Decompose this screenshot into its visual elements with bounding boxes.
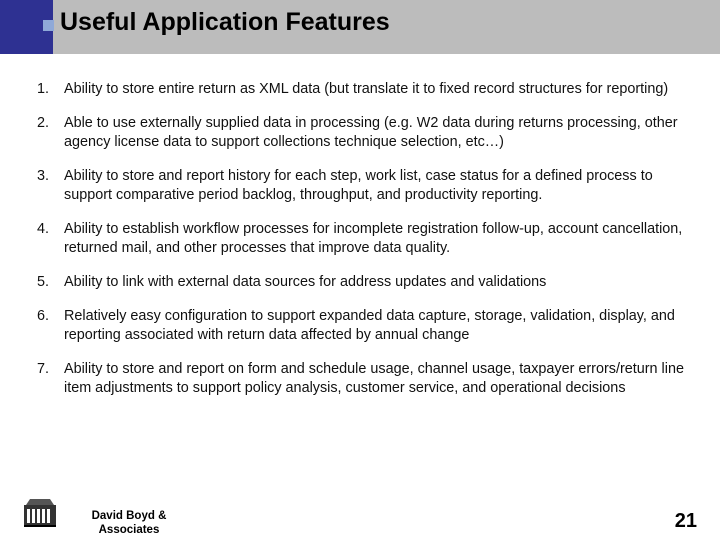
- feature-list: [37, 80, 687, 398]
- list-item: [37, 220, 687, 258]
- list-item: [37, 167, 687, 205]
- item-text: Ability to link with external data sources for address updates and validations: [64, 274, 547, 290]
- list-item: [37, 307, 687, 345]
- item-text: Ability to store and report on form and schedule usage, channel usage, taxpayer errors/return line item adjustments to support policy analysis, customer service, and operational decisions: [64, 361, 684, 396]
- item-number: 6.: [37, 308, 50, 324]
- item-number: 3.: [37, 168, 50, 184]
- item-text: Relatively easy configuration to support expanded data capture, storage, validation, display, and reporting associated with return data affected by annual change: [64, 308, 675, 343]
- item-number: 5.: [37, 274, 50, 290]
- item-number: 7.: [37, 361, 50, 377]
- item-text: Able to use externally supplied data in processing (e.g. W2 data during returns processing, other agency license data to support collections technique selection, etc…): [64, 115, 678, 150]
- list-item: [37, 360, 687, 398]
- item-text: Ability to store and report history for each step, work list, case status for a defined process to support comparative period backlog, throughput, and productivity reporting.: [64, 168, 653, 203]
- item-text: Ability to establish workflow processes for incomplete registration follow-up, account cancellation, returned mail, and other processes that improve data quality.: [64, 221, 683, 256]
- slide-title: Useful Application Features: [60, 8, 390, 36]
- item-number: 2.: [37, 115, 50, 131]
- item-number: 1.: [37, 81, 50, 97]
- page-number: 21: [674, 510, 697, 532]
- item-number: 4.: [37, 221, 50, 237]
- title-bullet-icon: [43, 20, 54, 31]
- list-item: [37, 273, 687, 292]
- list-item: [37, 80, 687, 99]
- list-item: [37, 114, 687, 152]
- firm-name-line2: Associates: [98, 524, 160, 536]
- firm-name-line1: David Boyd &: [91, 510, 167, 522]
- firm-name: [84, 509, 174, 537]
- item-text: Ability to store entire return as XML data (but translate it to fixed record structures for reporting): [64, 81, 669, 97]
- building-columns-icon: [22, 497, 58, 529]
